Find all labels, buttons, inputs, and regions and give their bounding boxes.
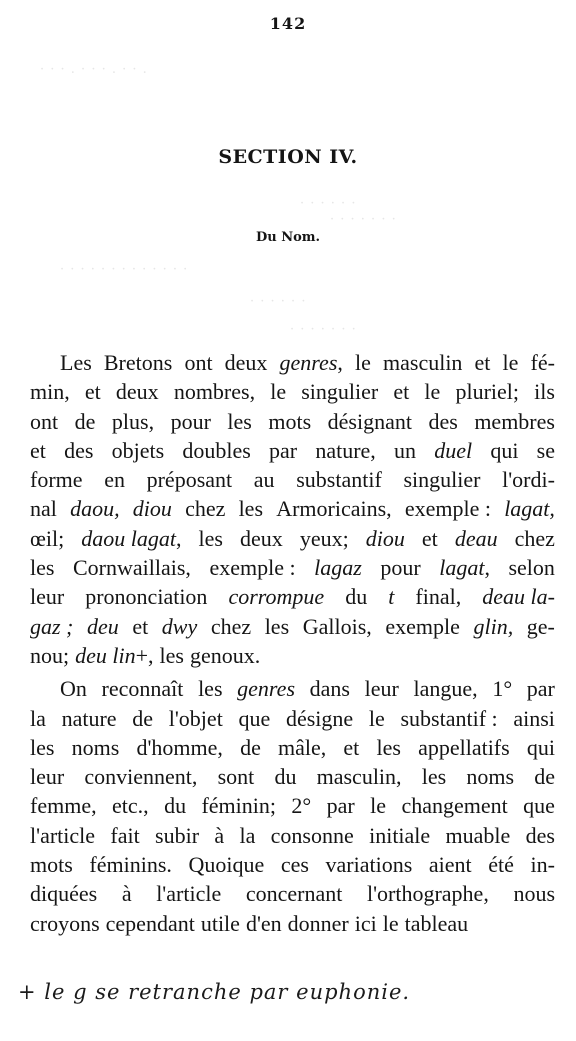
text-line: [30, 553, 555, 582]
word: les: [198, 676, 223, 702]
word: ainsi: [513, 705, 555, 731]
word: femme,: [30, 793, 97, 819]
word: noms: [466, 764, 515, 790]
word: à: [121, 881, 132, 907]
word: du: [274, 764, 297, 790]
text-line: [30, 494, 555, 523]
word: leur: [364, 676, 399, 702]
word: yeux;: [299, 525, 349, 551]
word: masculin,: [316, 764, 402, 790]
word: par: [326, 793, 355, 819]
word: substantif :: [400, 705, 498, 731]
word: les: [227, 408, 252, 434]
word: min,: [30, 379, 70, 405]
word: qui: [490, 437, 519, 463]
word: daou,: [70, 496, 120, 522]
word: aient: [428, 852, 472, 878]
word: nature,: [315, 437, 376, 463]
word: et: [474, 350, 491, 375]
word: dwy: [161, 613, 198, 639]
word: conviennent,: [84, 764, 198, 790]
word: les: [30, 734, 55, 760]
word: genres: [237, 676, 296, 702]
word: nou;: [30, 642, 70, 668]
text-line: [30, 524, 555, 553]
word: le: [502, 350, 519, 375]
word: Cornwaillais,: [72, 555, 191, 581]
word: ils: [534, 379, 555, 405]
word: préposant: [146, 467, 233, 493]
word: diquées: [30, 881, 98, 907]
word: féminins.: [89, 852, 172, 878]
word: les: [421, 764, 447, 790]
word: de: [534, 764, 555, 790]
word: qui: [526, 734, 555, 760]
word: in-: [530, 852, 555, 878]
word: fait: [110, 822, 140, 848]
word: nombres,: [173, 379, 256, 405]
word: pour: [380, 555, 421, 581]
text-line: [30, 377, 555, 406]
word: Armoricains,: [276, 496, 392, 522]
word: les: [30, 555, 55, 581]
word: variations: [325, 852, 413, 878]
text-line: [30, 348, 555, 377]
word: la: [30, 705, 46, 731]
text-line: [30, 791, 555, 820]
word: On: [60, 676, 87, 702]
word: changement: [401, 793, 508, 819]
word: lagaz: [314, 555, 362, 581]
word: deux: [115, 379, 159, 405]
word: pour: [170, 408, 211, 434]
word: reconnaît: [101, 676, 184, 702]
word: désigne: [285, 705, 354, 731]
word: que: [238, 705, 271, 731]
word: selon: [508, 555, 555, 581]
word: deu lin+,: [75, 642, 154, 668]
text-line: [30, 465, 555, 494]
word: lagat,: [439, 555, 490, 581]
show-through-text: · · · · · ·: [250, 294, 307, 309]
show-through-text: · · · · · · · · · · · · ·: [60, 262, 189, 277]
word: par: [269, 437, 298, 463]
word: glin,: [473, 613, 514, 639]
word: à: [214, 822, 225, 848]
word: au: [253, 467, 275, 493]
word: diou: [365, 525, 405, 551]
word: croyons: [30, 910, 100, 936]
word: Bretons: [103, 350, 173, 375]
word: se: [536, 437, 555, 463]
word: concernant: [245, 881, 343, 907]
word: la: [239, 822, 256, 848]
word: duel: [434, 437, 473, 463]
word: ces: [280, 852, 309, 878]
word: été: [488, 852, 514, 878]
word: désignant: [327, 408, 412, 434]
word: mâle,: [277, 734, 327, 760]
section-subtitle: Du Nom.: [255, 230, 321, 245]
section-title: SECTION IV.: [218, 146, 358, 168]
word: œil;: [30, 525, 65, 551]
word: chez: [210, 613, 252, 639]
text-line: [30, 674, 555, 703]
word: un: [394, 437, 417, 463]
word: mots: [268, 408, 312, 434]
word: leur: [30, 584, 65, 610]
word: l'ordi-: [502, 467, 555, 493]
word: fé-: [530, 350, 555, 375]
text-line: [30, 612, 555, 641]
word: initiale: [369, 822, 431, 848]
word: des: [64, 437, 94, 463]
word: le: [270, 379, 287, 405]
word: ont: [184, 350, 213, 375]
word: l'article: [156, 881, 222, 907]
word: l'objet: [168, 705, 223, 731]
word: corrompue: [228, 584, 325, 610]
word: final,: [415, 584, 462, 610]
word: doubles: [182, 437, 251, 463]
word: et: [84, 379, 101, 405]
word: noms: [71, 734, 120, 760]
show-through-text: · · · . · · · . · · .: [40, 62, 148, 77]
word: substantif: [296, 467, 382, 493]
word: des: [525, 822, 555, 848]
word: gaz ;: [30, 613, 74, 639]
word: chez: [185, 496, 226, 522]
word: daou lagat,: [81, 525, 182, 551]
handwritten-annotation: + le g se retranche par euphonie.: [18, 980, 411, 1004]
word: et: [421, 525, 438, 551]
word: prononciation: [85, 584, 208, 610]
word: dans: [309, 676, 350, 702]
word: diou: [132, 496, 172, 522]
word: le: [382, 910, 399, 936]
word: utile: [200, 910, 240, 936]
word: tableau: [404, 910, 469, 936]
word: Gallois,: [302, 613, 372, 639]
word: ont: [30, 408, 59, 434]
word: exemple :: [404, 496, 491, 522]
word: etc.,: [112, 793, 149, 819]
word: l'orthographe,: [366, 881, 489, 907]
word: les: [159, 642, 184, 668]
text-line: [30, 704, 555, 733]
text-line: [30, 850, 555, 879]
word: masculin: [383, 350, 463, 375]
word: objets: [111, 437, 165, 463]
text-line: [30, 407, 555, 436]
word: genoux.: [190, 642, 261, 668]
word: d'homme,: [136, 734, 223, 760]
word: le: [370, 793, 387, 819]
word: et: [30, 437, 46, 463]
text-line: [30, 821, 555, 850]
word: et: [343, 734, 360, 760]
show-through-text: · · · · · · ·: [330, 212, 397, 227]
text-line: [30, 582, 555, 611]
word: exemple :: [209, 555, 296, 581]
word: chez: [514, 525, 555, 551]
word: subir: [155, 822, 200, 848]
word: 2°: [291, 793, 312, 819]
word: du: [164, 793, 187, 819]
word: muable: [445, 822, 511, 848]
text-line: [30, 879, 555, 908]
word: ge-: [526, 613, 555, 639]
word: que: [523, 793, 555, 819]
word: de: [240, 734, 261, 760]
word: par: [526, 676, 555, 702]
word: nature: [61, 705, 117, 731]
word: Les: [60, 350, 92, 375]
word: Quoique: [188, 852, 265, 878]
word: leur: [30, 764, 65, 790]
word: pluriel;: [455, 379, 519, 405]
word: consonne: [270, 822, 354, 848]
word: de: [132, 705, 154, 731]
text-line: [30, 909, 555, 938]
word: deu: [86, 613, 119, 639]
word: le: [355, 350, 371, 375]
word: le: [368, 705, 385, 731]
show-through-text: · · · · · · ·: [290, 322, 357, 337]
text-line: [30, 733, 555, 762]
word: t: [388, 584, 395, 610]
body-text: [30, 348, 555, 938]
word: les: [376, 734, 401, 760]
word: l'article: [30, 822, 96, 848]
text-line: [30, 436, 555, 465]
text-line: [30, 762, 555, 791]
word: lagat,: [504, 496, 555, 522]
word: appellatifs: [418, 734, 510, 760]
word: exemple: [385, 613, 460, 639]
word: deux: [240, 525, 283, 551]
word: singulier: [301, 379, 379, 405]
word: et: [132, 613, 149, 639]
word: d'en: [245, 910, 282, 936]
word: des: [428, 408, 458, 434]
word: deau: [454, 525, 498, 551]
word: de: [74, 408, 96, 434]
text-line: [30, 641, 555, 670]
word: féminin;: [201, 793, 277, 819]
word: sont: [217, 764, 255, 790]
word: le: [424, 379, 441, 405]
word: plus,: [111, 408, 155, 434]
word: les: [264, 613, 290, 639]
word: genres,: [279, 350, 343, 375]
word: nal: [30, 496, 57, 522]
word: en: [104, 467, 125, 493]
word: langue,: [413, 676, 478, 702]
word: forme: [30, 467, 83, 493]
word: deux: [224, 350, 268, 375]
word: donner: [287, 910, 349, 936]
word: nous: [513, 881, 555, 907]
word: et: [393, 379, 410, 405]
word: les: [198, 525, 223, 551]
word: ici: [354, 910, 377, 936]
word: singulier: [403, 467, 481, 493]
word: deau la-: [482, 584, 555, 610]
word: les: [238, 496, 264, 522]
word: mots: [30, 852, 73, 878]
word: cependant: [105, 910, 195, 936]
word: 1°: [492, 676, 513, 702]
word: membres: [474, 408, 555, 434]
word: du: [345, 584, 368, 610]
page-number: 142: [269, 14, 307, 33]
show-through-text: · · · · · ·: [300, 196, 357, 211]
